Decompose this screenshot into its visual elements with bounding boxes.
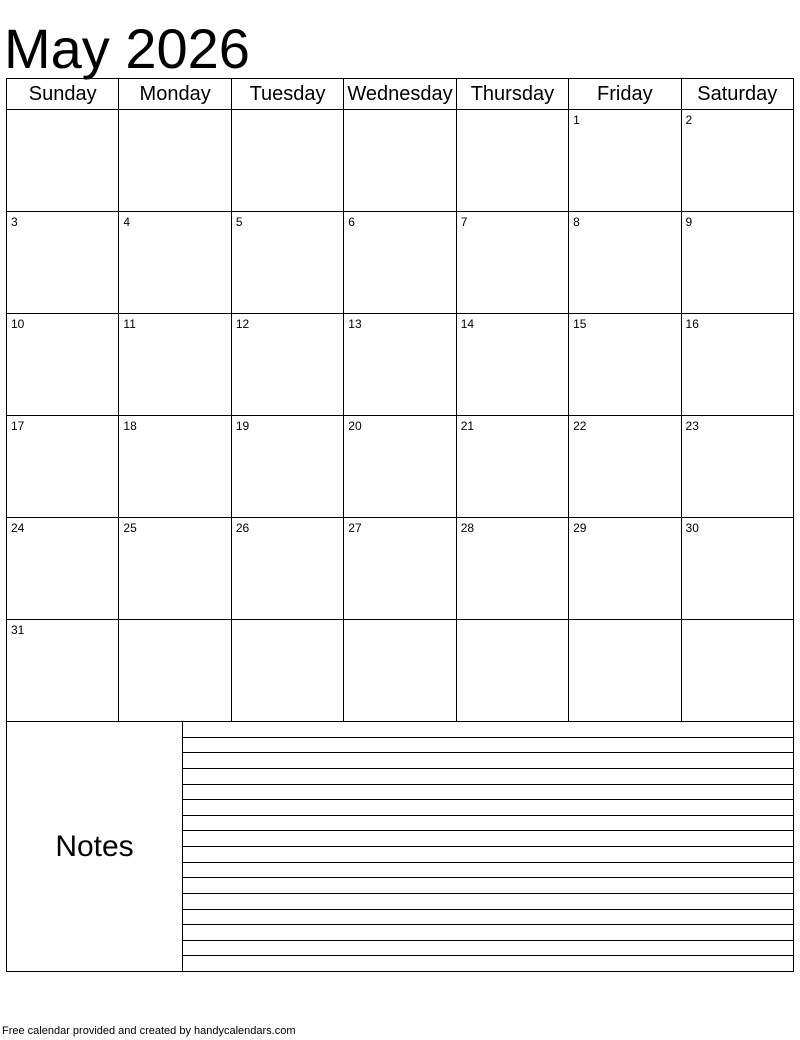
calendar-day-cell[interactable] — [119, 416, 231, 518]
day-number: 21 — [460, 419, 475, 433]
calendar-day-cell[interactable] — [7, 314, 119, 416]
day-number — [344, 620, 455, 623]
day-number: 3 — [11, 215, 18, 229]
day-number: 24 — [11, 521, 25, 535]
weekday-header-saturday: Saturday — [681, 79, 793, 110]
weekday-header-sunday: Sunday — [7, 79, 119, 110]
calendar-day-cell[interactable] — [7, 110, 119, 212]
note-line[interactable] — [183, 800, 793, 816]
calendar-day-cell[interactable] — [344, 620, 456, 722]
calendar-day-cell[interactable] — [456, 620, 568, 722]
day-number: 2 — [685, 113, 693, 127]
calendar-day-cell[interactable] — [231, 314, 343, 416]
day-number — [119, 110, 230, 113]
day-number: 28 — [460, 521, 475, 535]
day-number: 18 — [123, 419, 137, 433]
calendar-day-cell[interactable] — [119, 518, 231, 620]
day-number — [344, 110, 455, 113]
calendar-week-row — [7, 314, 794, 416]
calendar-day-cell[interactable] — [119, 110, 231, 212]
calendar-day-cell[interactable] — [456, 416, 568, 518]
day-number: 1 — [573, 113, 580, 127]
weekday-header-row — [7, 79, 794, 110]
calendar-day-cell[interactable] — [569, 314, 681, 416]
day-number: 6 — [348, 215, 355, 229]
calendar-day-cell[interactable] — [569, 518, 681, 620]
calendar-day-cell[interactable] — [456, 212, 568, 314]
day-number: 19 — [235, 419, 250, 433]
day-number: 13 — [348, 317, 362, 331]
calendar-day-cell[interactable] — [456, 110, 568, 212]
calendar-day-cell[interactable] — [456, 518, 568, 620]
day-number: 12 — [235, 317, 250, 331]
calendar-week-row — [7, 110, 794, 212]
weekday-header-monday: Monday — [119, 79, 231, 110]
note-line[interactable] — [183, 910, 793, 926]
calendar-day-cell[interactable] — [231, 110, 343, 212]
day-number — [682, 620, 793, 623]
weekday-header-thursday: Thursday — [456, 79, 568, 110]
day-number: 20 — [348, 419, 362, 433]
day-number — [457, 620, 568, 623]
note-line[interactable] — [183, 925, 793, 941]
day-number: 8 — [573, 215, 580, 229]
day-number: 7 — [460, 215, 468, 229]
calendar-day-cell[interactable] — [569, 620, 681, 722]
calendar-day-cell[interactable] — [7, 212, 119, 314]
notes-lines-area[interactable] — [183, 722, 793, 971]
calendar-grid — [6, 78, 794, 722]
calendar-day-cell[interactable] — [569, 110, 681, 212]
note-line[interactable] — [183, 956, 793, 971]
calendar-day-cell[interactable] — [344, 110, 456, 212]
day-number: 23 — [685, 419, 699, 433]
note-line[interactable] — [183, 894, 793, 910]
note-line[interactable] — [183, 831, 793, 847]
day-number: 10 — [11, 317, 25, 331]
day-number: 11 — [123, 317, 136, 331]
notes-label — [7, 722, 183, 971]
calendar-day-cell[interactable] — [569, 416, 681, 518]
day-number: 26 — [235, 521, 250, 535]
notes-section — [6, 722, 794, 972]
day-number: 27 — [348, 521, 362, 535]
calendar-day-cell[interactable] — [119, 620, 231, 722]
calendar-day-cell[interactable] — [344, 416, 456, 518]
calendar-week-row — [7, 416, 794, 518]
note-line[interactable] — [183, 863, 793, 879]
page-title: May 2026 — [4, 17, 250, 80]
calendar-day-cell[interactable] — [231, 620, 343, 722]
notes-label-text: Notes — [55, 829, 134, 863]
day-number: 16 — [685, 317, 699, 331]
day-number: 22 — [573, 419, 587, 433]
weekday-header-wednesday: Wednesday — [344, 79, 456, 110]
day-number — [232, 620, 343, 623]
calendar-day-cell[interactable] — [7, 416, 119, 518]
day-number: 25 — [123, 521, 137, 535]
day-number: 17 — [11, 419, 25, 433]
calendar-day-cell[interactable] — [344, 518, 456, 620]
note-line[interactable] — [183, 785, 793, 801]
day-number: 31 — [11, 623, 25, 637]
calendar-day-cell[interactable] — [681, 518, 793, 620]
note-line[interactable] — [183, 816, 793, 832]
day-number — [569, 620, 680, 623]
note-line[interactable] — [183, 941, 793, 957]
calendar-day-cell[interactable] — [569, 212, 681, 314]
note-line[interactable] — [183, 738, 793, 754]
note-line[interactable] — [183, 769, 793, 785]
calendar-day-cell[interactable] — [119, 212, 231, 314]
calendar-day-cell[interactable] — [231, 416, 343, 518]
note-line[interactable] — [183, 878, 793, 894]
day-number: 9 — [685, 215, 693, 229]
title-bar — [0, 0, 800, 78]
calendar-day-cell[interactable] — [231, 518, 343, 620]
calendar-week-row — [7, 620, 794, 722]
day-number: 5 — [235, 215, 243, 229]
calendar-day-cell[interactable] — [7, 518, 119, 620]
calendar-day-cell[interactable] — [119, 314, 231, 416]
day-number: 14 — [460, 317, 475, 331]
day-number: 4 — [123, 215, 131, 229]
day-number: 30 — [685, 521, 699, 535]
note-line[interactable] — [183, 847, 793, 863]
calendar-day-cell[interactable] — [681, 212, 793, 314]
day-number — [7, 110, 118, 113]
note-line[interactable] — [183, 753, 793, 769]
day-number: 15 — [573, 317, 587, 331]
calendar-day-cell[interactable] — [344, 314, 456, 416]
calendar-day-cell[interactable] — [681, 416, 793, 518]
day-number — [119, 620, 230, 623]
calendar-day-cell[interactable] — [7, 620, 119, 722]
weekday-header-friday: Friday — [569, 79, 681, 110]
footer-credit: Free calendar provided and created by handycalendars.com — [2, 1025, 296, 1037]
calendar-day-cell[interactable] — [681, 110, 793, 212]
calendar-week-row — [7, 212, 794, 314]
calendar-day-cell[interactable] — [681, 314, 793, 416]
calendar-day-cell[interactable] — [231, 212, 343, 314]
calendar-week-row — [7, 518, 794, 620]
note-line[interactable] — [183, 722, 793, 738]
day-number — [457, 110, 568, 113]
calendar-day-cell[interactable] — [456, 314, 568, 416]
calendar-day-cell[interactable] — [681, 620, 793, 722]
day-number: 29 — [573, 521, 587, 535]
weekday-header-tuesday: Tuesday — [231, 79, 343, 110]
day-number — [232, 110, 343, 113]
calendar-day-cell[interactable] — [344, 212, 456, 314]
